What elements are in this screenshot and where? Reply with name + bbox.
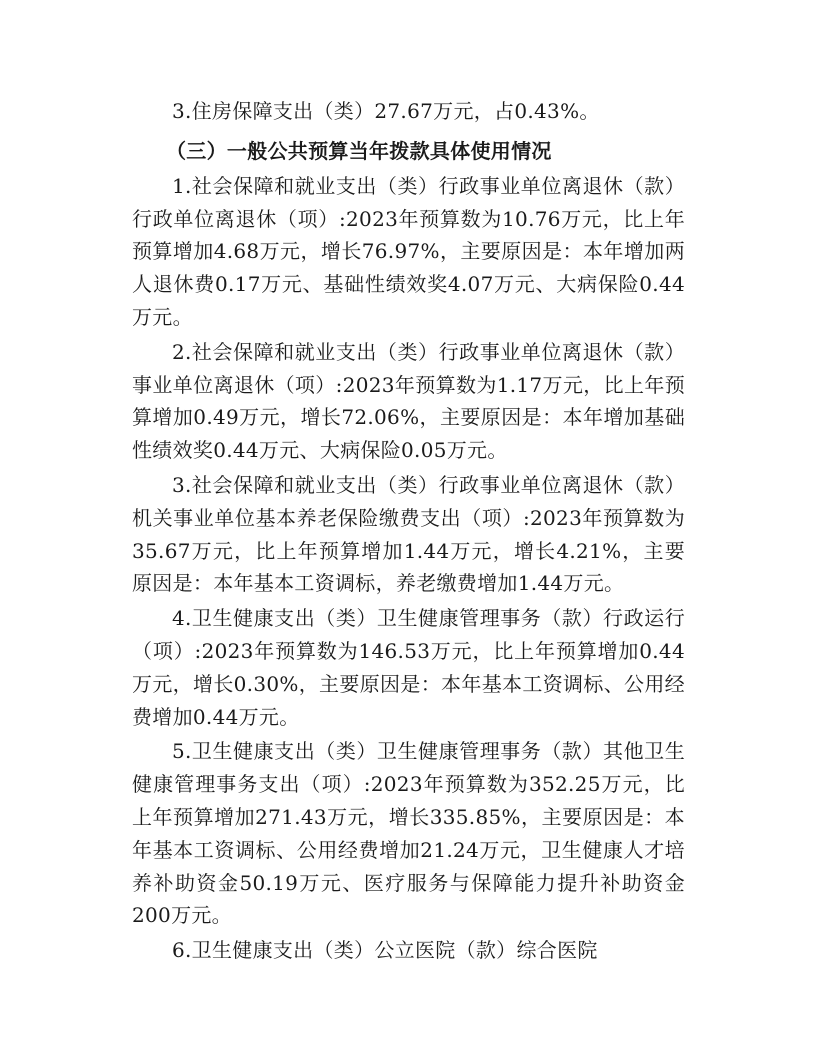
paragraph-1: 1.社会保障和就业支出（类）行政事业单位离退休（款）行政单位离退休（项）:2023年预算数为10.76万元，比上年预算增加4.68万元，增长76.97%，主要原因是：本年增加两人退休费0.17万元、基础性绩效奖4.07万元、大病保险0.44万元。 bbox=[132, 173, 685, 329]
section-heading: （三）一般公共预算当年拨款具体使用情况 bbox=[166, 138, 552, 163]
paragraph-2: 2.社会保障和就业支出（类）行政事业单位离退休（款）事业单位离退休（项）:2023年预算数为1.17万元，比上年预算增加0.49万元，增长72.06%，主要原因是：本年增加基础性绩效奖0.44万元、大病保险0.05万元。 bbox=[132, 339, 685, 463]
paragraph-4: 4.卫生健康支出（类）卫生健康管理事务（款）行政运行（项）:2023年预算数为146.53万元，比上年预算增加0.44万元，增长0.30%，主要原因是：本年基本工资调标、公用经费增加0.44万元。 bbox=[132, 606, 685, 729]
paragraph-6: 6.卫生健康支出（类）公立医院（款）综合医院 bbox=[172, 938, 598, 963]
document-page bbox=[132, 95, 685, 967]
paragraph-5: 5.卫生健康支出（类）卫生健康管理事务（款）其他卫生健康管理事务支出（项）:2023年预算数为352.25万元，比上年预算增加271.43万元，增长335.85%，主要原因是：本年基本工资调标、公用经费增加21.24万元，卫生健康人才培养补助资金50.19万元、医疗服务与保障能力提升补助资金200万元。 bbox=[132, 739, 685, 928]
housing-expenditure-line: 3.住房保障支出（类）27.67万元，占0.43%。 bbox=[172, 99, 600, 123]
paragraph-3: 3.社会保障和就业支出（类）行政事业单位离退休（款）机关事业单位基本养老保险缴费支出（项）:2023年预算数为35.67万元，比上年预算增加1.44万元，增长4.21%，主要原因是：本年基本工资调标，养老缴费增加1.44万元。 bbox=[132, 472, 685, 596]
